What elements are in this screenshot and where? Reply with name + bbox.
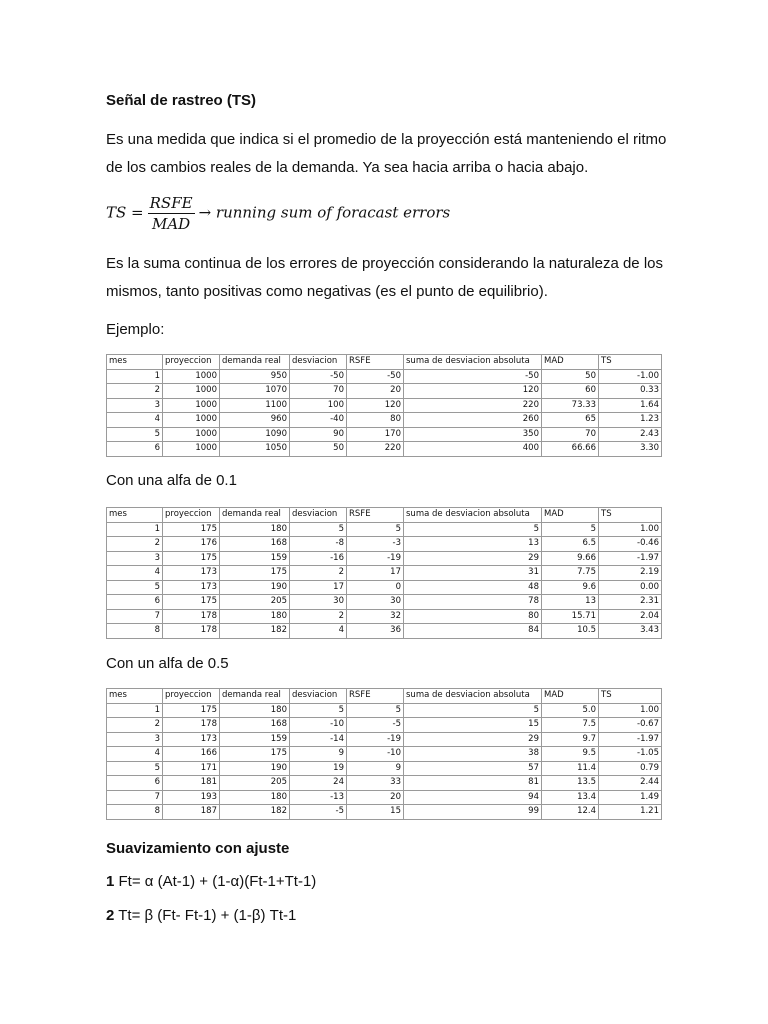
table-cell: 220: [404, 398, 542, 413]
table-cell: 73.33: [542, 398, 599, 413]
formula-fraction: [148, 194, 195, 233]
table-cell: 0.00: [599, 580, 662, 595]
table-cell: -13: [290, 790, 347, 805]
table-row: [107, 580, 662, 595]
table-cell: 120: [347, 398, 404, 413]
table-cell: 90: [290, 427, 347, 442]
equation-2-number: 2: [106, 907, 115, 924]
example-label: Ejemplo:: [106, 321, 165, 338]
table-cell: 9.5: [542, 747, 599, 762]
table-cell: 175: [163, 595, 220, 610]
table-cell: 84: [404, 624, 542, 639]
table-cell: 205: [220, 595, 290, 610]
table-cell: 173: [163, 732, 220, 747]
table-cell: 50: [290, 442, 347, 457]
table-cell: 5: [107, 427, 163, 442]
table-cell: -50: [290, 369, 347, 384]
table-cell: 260: [404, 413, 542, 428]
paragraph-rsfe: Es la suma continua de los errores de proyección considerando la naturaleza de los mismos, tanto positivas como negativas (es el punto de equilibrio).: [106, 255, 663, 300]
table-cell: 2: [107, 537, 163, 552]
table-cell: 15.71: [542, 609, 599, 624]
table-cell: -5: [347, 718, 404, 733]
table-cell: 2.31: [599, 595, 662, 610]
table-cell: 3.30: [599, 442, 662, 457]
example-table: [106, 354, 662, 457]
table-row: [107, 732, 662, 747]
table-cell: 48: [404, 580, 542, 595]
table-cell: 178: [163, 609, 220, 624]
table-cell: 182: [220, 624, 290, 639]
table-cell: 50: [542, 369, 599, 384]
table-cell: 1090: [220, 427, 290, 442]
table-cell: 4: [107, 566, 163, 581]
alfa-01-table: [106, 507, 662, 639]
table-cell: -8: [290, 537, 347, 552]
table-cell: 1000: [163, 384, 220, 399]
column-header: desviacion: [290, 355, 347, 370]
table-cell: 0.79: [599, 761, 662, 776]
table-cell: 1000: [163, 398, 220, 413]
column-header: proyeccion: [163, 508, 220, 523]
table-cell: 10.5: [542, 624, 599, 639]
table-cell: 13.4: [542, 790, 599, 805]
formula-denominator: MAD: [151, 215, 191, 233]
table-cell: 159: [220, 551, 290, 566]
table-cell: 173: [163, 580, 220, 595]
table-cell: 2.44: [599, 776, 662, 791]
table-cell: 6.5: [542, 537, 599, 552]
table-cell: 176: [163, 537, 220, 552]
table-cell: 3: [107, 732, 163, 747]
table-cell: -10: [347, 747, 404, 762]
table-cell: 3: [107, 551, 163, 566]
table-cell: 8: [107, 805, 163, 820]
table-cell: 220: [347, 442, 404, 457]
table-cell: 57: [404, 761, 542, 776]
table-cell: 94: [404, 790, 542, 805]
table-row: [107, 595, 662, 610]
table-cell: 20: [347, 384, 404, 399]
table-cell: 180: [220, 790, 290, 805]
column-header: RSFE: [347, 508, 404, 523]
table-cell: 950: [220, 369, 290, 384]
table-cell: 5: [347, 522, 404, 537]
table-cell: 12.4: [542, 805, 599, 820]
table-cell: 5: [290, 522, 347, 537]
page-title: Señal de rastreo (TS): [106, 92, 257, 109]
column-header: MAD: [542, 689, 599, 704]
section-title-smoothing: Suavizamiento con ajuste: [106, 840, 290, 857]
table-cell: 1000: [163, 369, 220, 384]
table-cell: 193: [163, 790, 220, 805]
table-cell: 1.23: [599, 413, 662, 428]
column-header: TS: [599, 355, 662, 370]
table-row: [107, 398, 662, 413]
table-cell: 8: [107, 624, 163, 639]
table-cell: 175: [163, 551, 220, 566]
table-header-row: [107, 355, 662, 370]
column-header: suma de desviacion absoluta: [404, 508, 542, 523]
table-cell: -5: [290, 805, 347, 820]
table-cell: 70: [290, 384, 347, 399]
table-cell: 2.19: [599, 566, 662, 581]
equation-1: [106, 868, 316, 896]
table-cell: 7: [107, 790, 163, 805]
table-row: [107, 427, 662, 442]
table-cell: -19: [347, 732, 404, 747]
table-row: [107, 537, 662, 552]
table-cell: 178: [163, 718, 220, 733]
table-cell: 5: [107, 761, 163, 776]
table-cell: 30: [290, 595, 347, 610]
table-cell: 4: [107, 413, 163, 428]
table-cell: 9.7: [542, 732, 599, 747]
table-cell: 1000: [163, 427, 220, 442]
table-row: [107, 703, 662, 718]
paragraph-definition: Es una medida que indica si el promedio de la proyección está manteniendo el ritmo de los cambios reales de la demanda. Ya sea hacia arriba o hacia abajo.: [106, 131, 667, 176]
table-cell: 205: [220, 776, 290, 791]
table-cell: 65: [542, 413, 599, 428]
table-cell: -10: [290, 718, 347, 733]
formula-lhs: TS =: [106, 203, 144, 222]
column-header: suma de desviacion absoluta: [404, 355, 542, 370]
ts-formula: [106, 194, 450, 233]
table-cell: 181: [163, 776, 220, 791]
table-cell: -1.97: [599, 551, 662, 566]
table-cell: 13: [542, 595, 599, 610]
table-cell: 6: [107, 595, 163, 610]
table-cell: 4: [290, 624, 347, 639]
table-cell: 6: [107, 776, 163, 791]
table-cell: 66.66: [542, 442, 599, 457]
formula-numerator: RSFE: [149, 194, 193, 212]
column-header: mes: [107, 689, 163, 704]
table-cell: 350: [404, 427, 542, 442]
table-cell: 2: [107, 718, 163, 733]
table-header-row: [107, 689, 662, 704]
equation-2: [106, 902, 296, 930]
table-cell: -14: [290, 732, 347, 747]
table-cell: 2: [290, 566, 347, 581]
table-cell: 1.49: [599, 790, 662, 805]
table-cell: 0: [347, 580, 404, 595]
table-cell: 15: [404, 718, 542, 733]
column-header: TS: [599, 689, 662, 704]
table-cell: 9: [290, 747, 347, 762]
table-cell: 100: [290, 398, 347, 413]
table-row: [107, 522, 662, 537]
table-cell: 9.6: [542, 580, 599, 595]
table-cell: 1000: [163, 442, 220, 457]
table-cell: -40: [290, 413, 347, 428]
column-header: RSFE: [347, 689, 404, 704]
table-cell: 5: [404, 522, 542, 537]
table-row: [107, 790, 662, 805]
column-header: mes: [107, 508, 163, 523]
table-row: [107, 805, 662, 820]
table-cell: 173: [163, 566, 220, 581]
table-cell: 6: [107, 442, 163, 457]
table-cell: 175: [163, 522, 220, 537]
table-cell: 168: [220, 718, 290, 733]
column-header: mes: [107, 355, 163, 370]
table-cell: 180: [220, 609, 290, 624]
table-cell: 170: [347, 427, 404, 442]
table-cell: 4: [107, 747, 163, 762]
table-cell: 17: [290, 580, 347, 595]
column-header: suma de desviacion absoluta: [404, 689, 542, 704]
table-cell: 1050: [220, 442, 290, 457]
table-cell: -19: [347, 551, 404, 566]
table-cell: 1.21: [599, 805, 662, 820]
equation-1-text: Ft= α (At-1) + (1-α)(Ft-1+Tt-1): [118, 873, 317, 890]
table-cell: 31: [404, 566, 542, 581]
table-cell: 960: [220, 413, 290, 428]
table-row: [107, 624, 662, 639]
table-cell: 17: [347, 566, 404, 581]
column-header: desviacion: [290, 508, 347, 523]
table-cell: 9: [347, 761, 404, 776]
table-cell: 159: [220, 732, 290, 747]
table-row: [107, 776, 662, 791]
table-cell: 187: [163, 805, 220, 820]
table-cell: 19: [290, 761, 347, 776]
table-cell: 78: [404, 595, 542, 610]
table-cell: -1.05: [599, 747, 662, 762]
table-cell: 166: [163, 747, 220, 762]
table-cell: 1100: [220, 398, 290, 413]
table-row: [107, 761, 662, 776]
equation-1-number: 1: [106, 873, 115, 890]
table-cell: 0.33: [599, 384, 662, 399]
table-cell: 38: [404, 747, 542, 762]
table-cell: -0.46: [599, 537, 662, 552]
table-row: [107, 747, 662, 762]
table-row: [107, 413, 662, 428]
caption-alfa-01: Con una alfa de 0.1: [106, 472, 237, 489]
table-cell: 7.5: [542, 718, 599, 733]
table-cell: 2: [107, 384, 163, 399]
table-cell: 13: [404, 537, 542, 552]
table-cell: 29: [404, 551, 542, 566]
table-cell: 190: [220, 580, 290, 595]
table-row: [107, 369, 662, 384]
table-cell: 171: [163, 761, 220, 776]
table-row: [107, 566, 662, 581]
table-cell: -50: [404, 369, 542, 384]
table-cell: 168: [220, 537, 290, 552]
table-cell: 5: [107, 580, 163, 595]
column-header: TS: [599, 508, 662, 523]
column-header: desviacion: [290, 689, 347, 704]
table-cell: 1.64: [599, 398, 662, 413]
table-cell: 5.0: [542, 703, 599, 718]
column-header: MAD: [542, 355, 599, 370]
table-cell: 1: [107, 369, 163, 384]
caption-alfa-05: Con un alfa de 0.5: [106, 655, 229, 672]
table-cell: 32: [347, 609, 404, 624]
table-cell: 1.00: [599, 703, 662, 718]
formula-rhs: → running sum of foracast errors: [198, 203, 451, 222]
column-header: proyeccion: [163, 355, 220, 370]
table-cell: 180: [220, 522, 290, 537]
table-cell: 5: [404, 703, 542, 718]
table-cell: 30: [347, 595, 404, 610]
table-cell: 1000: [163, 413, 220, 428]
table-cell: 2.04: [599, 609, 662, 624]
table-cell: 1: [107, 703, 163, 718]
table-cell: 175: [220, 747, 290, 762]
table-cell: 80: [347, 413, 404, 428]
table-cell: 1.00: [599, 522, 662, 537]
table-cell: 5: [542, 522, 599, 537]
table-cell: 80: [404, 609, 542, 624]
table-cell: 24: [290, 776, 347, 791]
table-row: [107, 442, 662, 457]
table-cell: 11.4: [542, 761, 599, 776]
table-cell: 3: [107, 398, 163, 413]
table-cell: 1: [107, 522, 163, 537]
column-header: demanda real: [220, 508, 290, 523]
column-header: demanda real: [220, 355, 290, 370]
column-header: MAD: [542, 508, 599, 523]
table-cell: 178: [163, 624, 220, 639]
table-cell: -3: [347, 537, 404, 552]
table-cell: 7: [107, 609, 163, 624]
table-cell: 5: [347, 703, 404, 718]
table-cell: 99: [404, 805, 542, 820]
table-cell: 182: [220, 805, 290, 820]
equation-2-text: Tt= β (Ft- Ft-1) + (1-β) Tt-1: [118, 907, 297, 924]
table-cell: -16: [290, 551, 347, 566]
table-cell: 2.43: [599, 427, 662, 442]
table-cell: 400: [404, 442, 542, 457]
table-row: [107, 384, 662, 399]
table-cell: 190: [220, 761, 290, 776]
column-header: RSFE: [347, 355, 404, 370]
table-row: [107, 609, 662, 624]
table-cell: 2: [290, 609, 347, 624]
table-cell: 20: [347, 790, 404, 805]
table-cell: 1070: [220, 384, 290, 399]
table-cell: 120: [404, 384, 542, 399]
alfa-05-table: [106, 688, 662, 820]
table-cell: 175: [220, 566, 290, 581]
table-cell: 175: [163, 703, 220, 718]
table-cell: -0.67: [599, 718, 662, 733]
table-cell: 81: [404, 776, 542, 791]
table-cell: -50: [347, 369, 404, 384]
table-header-row: [107, 508, 662, 523]
table-cell: 180: [220, 703, 290, 718]
column-header: demanda real: [220, 689, 290, 704]
column-header: proyeccion: [163, 689, 220, 704]
table-cell: 13.5: [542, 776, 599, 791]
table-cell: 9.66: [542, 551, 599, 566]
table-cell: 33: [347, 776, 404, 791]
table-cell: 70: [542, 427, 599, 442]
table-cell: 36: [347, 624, 404, 639]
table-row: [107, 551, 662, 566]
table-cell: 60: [542, 384, 599, 399]
table-row: [107, 718, 662, 733]
table-cell: 5: [290, 703, 347, 718]
table-cell: -1.97: [599, 732, 662, 747]
table-cell: 3.43: [599, 624, 662, 639]
table-cell: -1.00: [599, 369, 662, 384]
table-cell: 7.75: [542, 566, 599, 581]
table-cell: 15: [347, 805, 404, 820]
table-cell: 29: [404, 732, 542, 747]
